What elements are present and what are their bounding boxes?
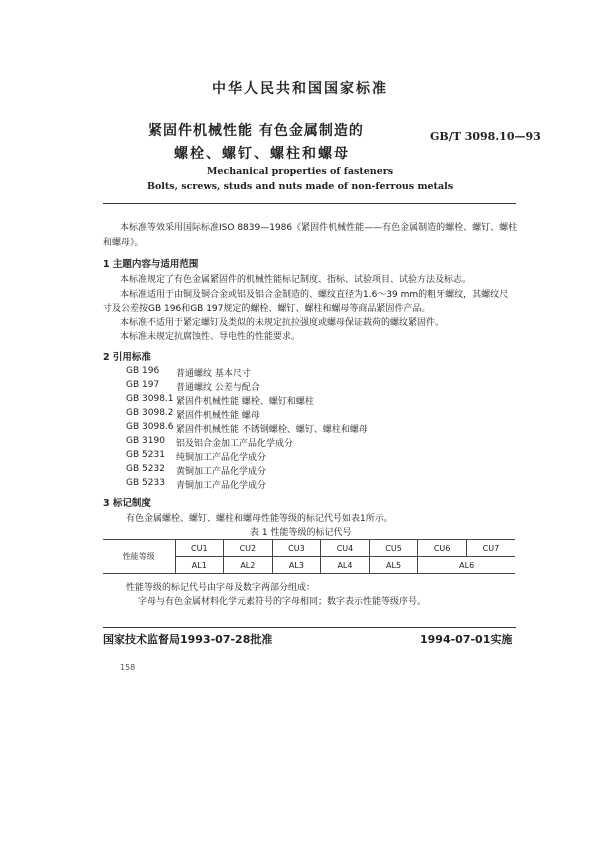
grade-cell: CU6	[418, 540, 467, 557]
reference-code: GB 3098.1	[126, 394, 174, 404]
reference-title: 紧固件机械性能 螺母	[176, 411, 260, 421]
section1-paragraph: 本标准未规定抗腐蚀性、导电性的性能要求。	[120, 332, 301, 342]
reference-code: GB 5232	[126, 464, 165, 474]
reference-title: 紧固件机械性能 不锈钢螺栓、螺钉、螺柱和螺母	[176, 425, 368, 435]
grade-cell: AL3	[272, 557, 321, 574]
grade-cell: AL6	[418, 557, 515, 574]
reference-code: GB 196	[126, 366, 160, 376]
approval-date: 国家技术监督局1993-07-28批准	[103, 633, 273, 646]
title-en-line2: Bolts, screws, studs and nuts made of non-ferrous metals	[146, 181, 454, 192]
reference-title: 普通螺纹 基本尺寸	[176, 369, 251, 379]
reference-code: GB 5233	[126, 478, 165, 488]
reference-code: GB 5231	[126, 450, 165, 460]
grade-cell: AL4	[321, 557, 370, 574]
grade-cell: CU3	[272, 540, 321, 557]
intro-line2: 和螺母》。	[103, 238, 144, 248]
title-zh-line2: 螺栓、螺钉、螺柱和螺母	[174, 146, 350, 162]
title-zh-line1: 紧固件机械性能 有色金属制造的	[148, 123, 364, 139]
grade-cell: CU4	[321, 540, 370, 557]
national-standard-heading: 中华人民共和国国家标准	[212, 81, 388, 97]
grade-table	[103, 539, 515, 574]
section1-paragraph: 本标准不适用于紧定螺钉及类似的未规定抗拉强度或螺母保证载荷的螺纹紧固件。	[120, 318, 445, 328]
reference-code: GB 3098.2	[126, 408, 174, 418]
grade-cell: AL1	[175, 557, 224, 574]
section1-paragraph: 寸及公差按GB 196和GB 197规定的螺栓、螺钉、螺柱和螺母等商品紧固件产品。	[103, 304, 431, 314]
footer-divider	[103, 627, 516, 628]
section2-heading: 2 引用标准	[103, 352, 151, 363]
reference-title: 纯铜加工产品化学成分	[176, 453, 267, 463]
reference-title: 青铜加工产品化学成分	[176, 481, 267, 491]
section1-paragraph: 本标准规定了有色金属紧固件的机械性能标记制度、指标、试验项目、试验方法及标志。	[120, 275, 472, 285]
implementation-date: 1994-07-01实施	[420, 633, 513, 646]
table-row	[103, 540, 515, 557]
reference-code: GB 197	[126, 380, 160, 390]
table-note: 性能等级的标记代号由字母及数字两部分组成：	[126, 583, 316, 593]
table-row-label: 性能等级	[103, 540, 175, 574]
table-caption: 表 1 性能等级的标记代号	[250, 528, 352, 538]
section1-heading: 1 主题内容与适用范围	[103, 259, 199, 270]
section3-heading: 3 标记制度	[103, 498, 151, 509]
table-note: 字母与有色金属材料化学元素符号的字母相同；数字表示性能等级序号。	[138, 597, 427, 607]
intro-line1: 本标准等效采用国际标准ISO 8839—1986《紧固件机械性能——有色金属制造的螺栓、螺钉、螺柱	[120, 223, 518, 233]
grade-cell: AL2	[224, 557, 273, 574]
section3-paragraph: 有色金属螺栓、螺钉、螺柱和螺母性能等级的标记代号如表1所示。	[126, 514, 393, 524]
section1-paragraph: 本标准适用于由铜及铜合金或铝及铝合金制造的、螺纹直径为1.6～39 mm的粗牙螺纹，其螺纹尺	[120, 290, 509, 300]
reference-code: GB 3190	[126, 436, 165, 446]
grade-cell: CU7	[466, 540, 515, 557]
grade-cell: AL5	[369, 557, 418, 574]
grade-cell: CU2	[224, 540, 273, 557]
reference-title: 黄铜加工产品化学成分	[176, 467, 267, 477]
page-number: 158	[120, 663, 136, 672]
reference-title: 普通螺纹 公差与配合	[176, 383, 260, 393]
standard-code: GB/T 3098.10—93	[430, 130, 541, 143]
title-en-line1: Mechanical properties of fasteners	[206, 166, 394, 177]
grade-cell: CU1	[175, 540, 224, 557]
reference-title: 铝及铝合金加工产品化学成分	[176, 439, 294, 449]
grade-cell: CU5	[369, 540, 418, 557]
reference-code: GB 3098.6	[126, 422, 174, 432]
header-divider	[103, 203, 516, 204]
reference-title: 紧固件机械性能 螺栓、螺钉和螺柱	[176, 397, 314, 407]
